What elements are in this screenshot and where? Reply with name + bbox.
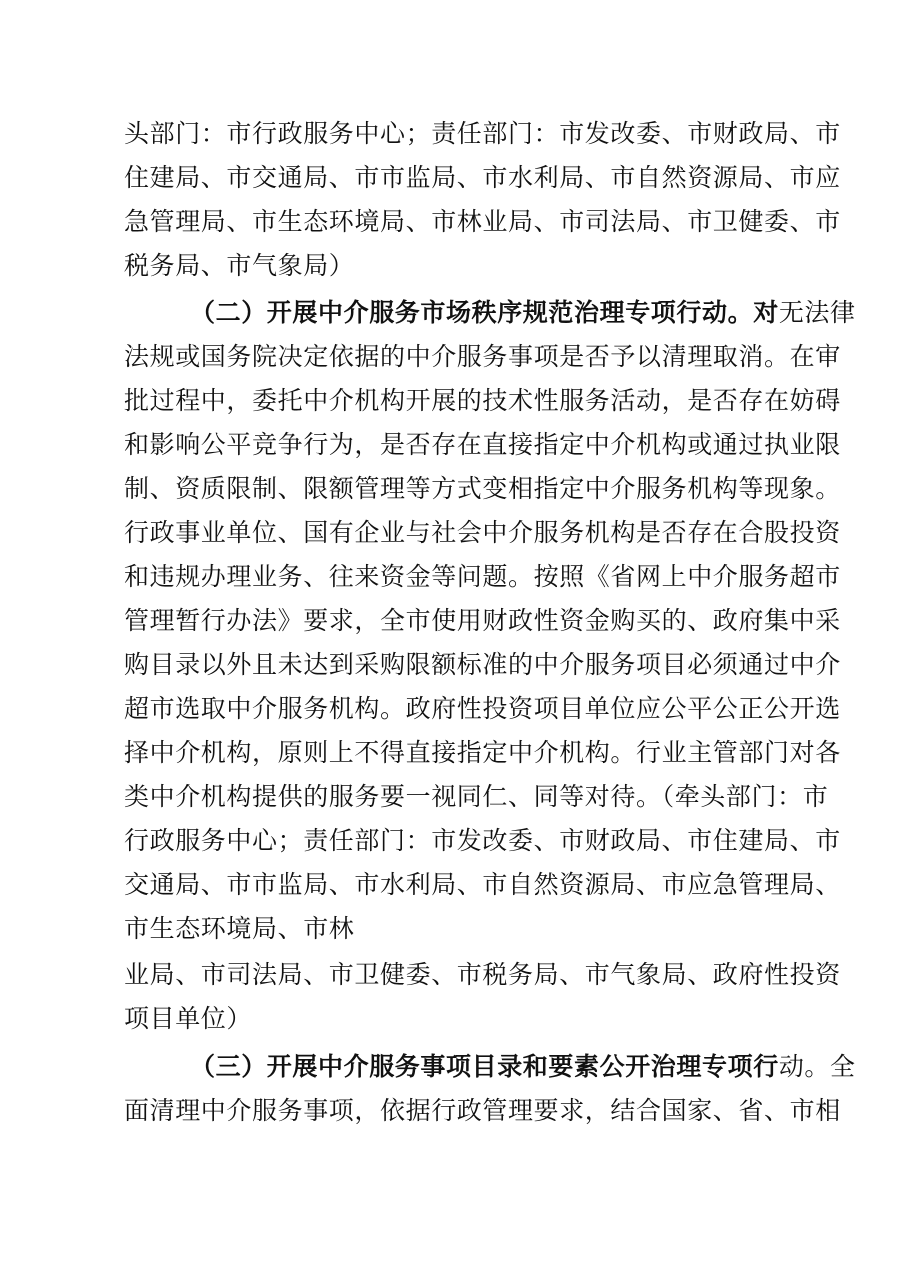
text-line: 业局、市司法局、市卫健委、市税务局、市气象局、政府性投资 bbox=[124, 960, 841, 989]
text-line: 税务局、市气象局） bbox=[124, 251, 355, 280]
text-line: 市生态环境局、市林 bbox=[124, 914, 355, 943]
text-line: 超市选取中介服务机构。政府性投资项目单位应公平公正公开选 bbox=[124, 694, 841, 723]
text-line: 制、资质限制、限额管理等方式变相指定中介服务机构等现象。 bbox=[124, 474, 841, 503]
section-heading-line bbox=[190, 1047, 856, 1087]
section-two-lead: 无法律 bbox=[778, 298, 856, 327]
text-line: 和影响公平竞争行为，是否存在直接指定中介机构或通过执业限 bbox=[124, 430, 841, 459]
text-line: 急管理局、市生态环境局、市林业局、市司法局、市卫健委、市 bbox=[124, 207, 841, 236]
text-line: 购目录以外且未达到采购限额标准的中介服务项目必须通过中介 bbox=[124, 650, 841, 679]
section-three-lead: 动。全 bbox=[778, 1052, 856, 1081]
text-line: 头部门：市行政服务中心；责任部门：市发改委、市财政局、市 bbox=[124, 119, 841, 148]
text-line: 面清理中介服务事项，依据行政管理要求，结合国家、省、市相 bbox=[124, 1096, 841, 1125]
text-line: 和违规办理业务、往来资金等问题。按照《省网上中介服务超市 bbox=[124, 562, 841, 591]
text-line: 类中介机构提供的服务要一视同仁、同等对待。（牵头部门：市 bbox=[124, 782, 829, 811]
text-line: 批过程中，委托中介机构开展的技术性服务活动，是否存在妨碍 bbox=[124, 386, 841, 415]
text-line: 项目单位） bbox=[124, 1004, 253, 1033]
text-line: 择中介机构，原则上不得直接指定中介机构。行业主管部门对各 bbox=[124, 738, 841, 767]
text-line: 交通局、市市监局、市水利局、市自然资源局、市应急管理局、 bbox=[124, 870, 841, 899]
text-line: 行政服务中心；责任部门：市发改委、市财政局、市住建局、市 bbox=[124, 826, 841, 855]
text-line: 管理暂行办法》要求，全市使用财政性资金购买的、政府集中采 bbox=[124, 606, 841, 635]
section-three-heading: （三）开展中介服务事项目录和要素公开治理专项行 bbox=[190, 1052, 779, 1081]
section-heading-line bbox=[190, 293, 856, 333]
text-line: 法规或国务院决定依据的中介服务事项是否予以清理取消。在审 bbox=[124, 342, 841, 371]
text-line: 住建局、市交通局、市市监局、市水利局、市自然资源局、市应 bbox=[124, 163, 841, 192]
text-line: 行政事业单位、国有企业与社会中介服务机构是否存在合股投资 bbox=[124, 518, 841, 547]
section-two-heading: （二）开展中介服务市场秩序规范治理专项行动。对 bbox=[190, 298, 779, 327]
